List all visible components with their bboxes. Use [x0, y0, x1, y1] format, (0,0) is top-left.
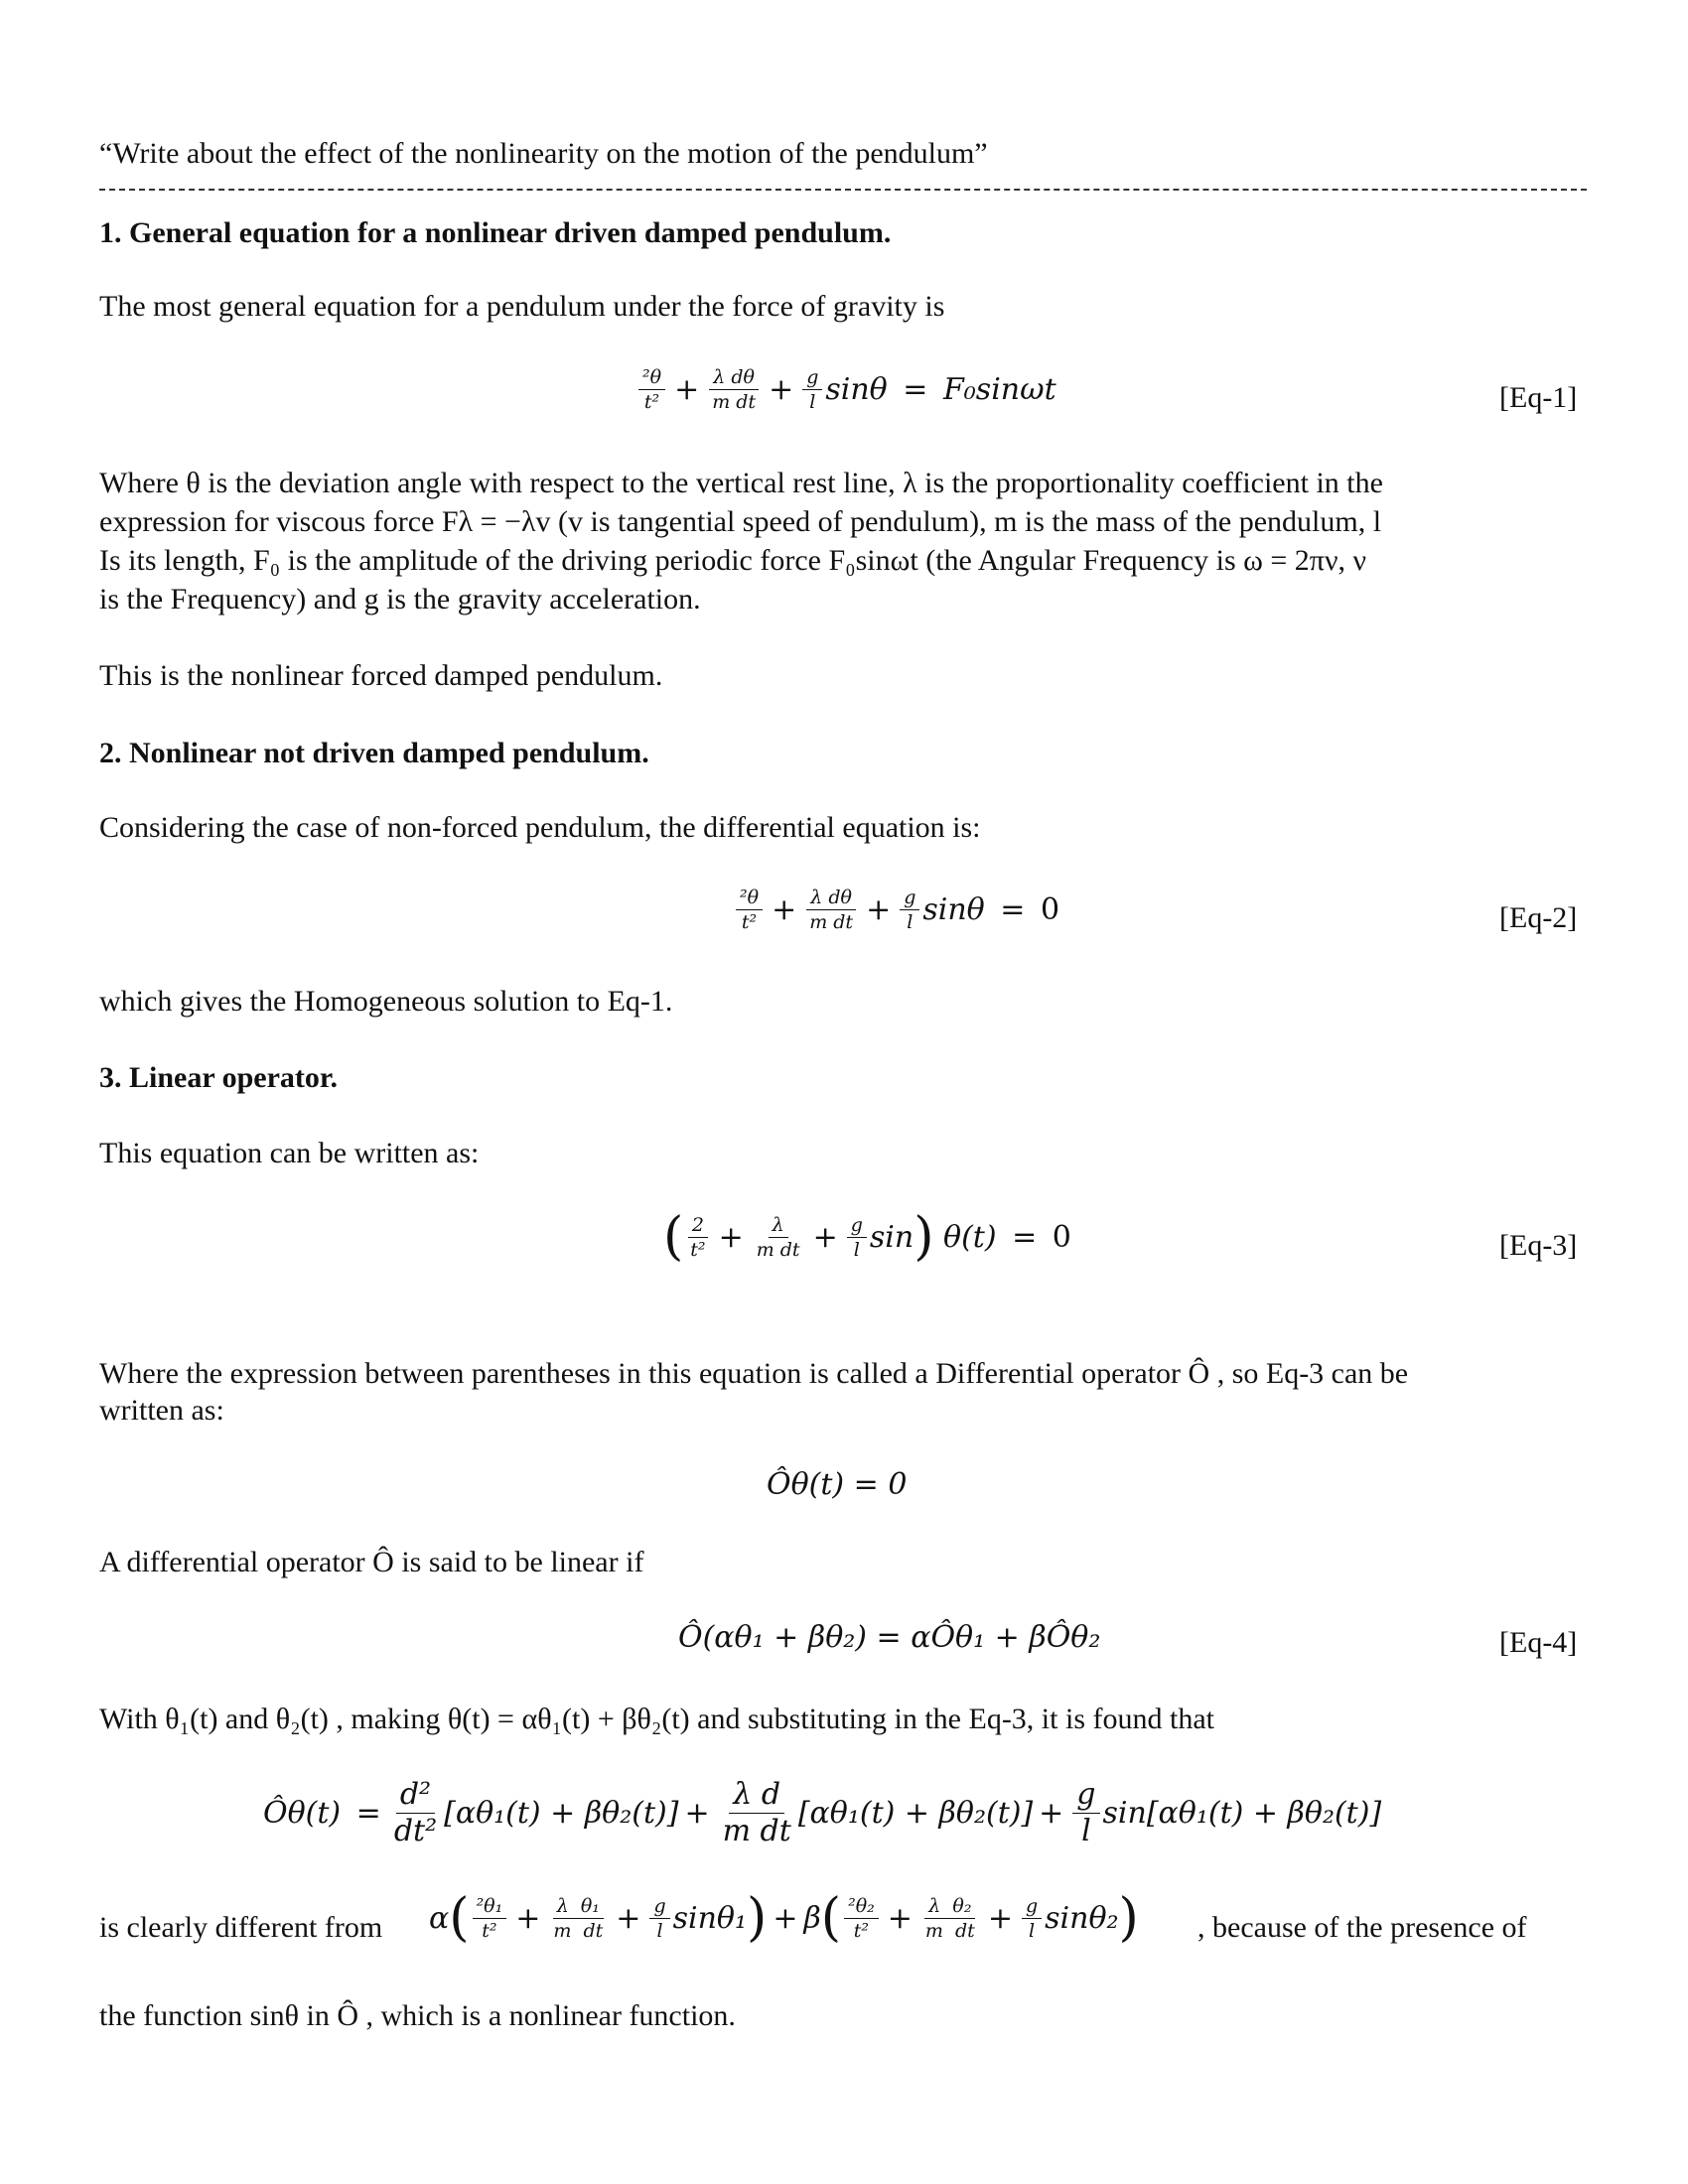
section-2-intro: Considering the case of non-forced pendulum, the differential equation is:: [99, 811, 981, 844]
section-3-heading: 3. Linear operator.: [99, 1061, 338, 1094]
dashed-divider: [99, 189, 1587, 191]
equation-4: [678, 1620, 1100, 1655]
eq4-tag: [Eq-4]: [1499, 1626, 1578, 1659]
where-line-2: expression for viscous force Fλ = −λv (v is tangential speed of pendulum), m is the mass of the pendulum, l: [99, 505, 1382, 538]
section-1-intro: The most general equation for a pendulum under the force of gravity is: [99, 290, 945, 323]
where-line-4: is the Frequency) and g is the gravity acceleration.: [99, 583, 701, 615]
expanded-bracket-1: [αθ₁(t) + βθ₂(t)]: [444, 1796, 679, 1831]
section-2-after: which gives the Homogeneous solution to Eq-1.: [99, 985, 673, 1018]
section-1-heading: 1. General equation for a nonlinear driven damped pendulum.: [99, 216, 892, 249]
equation-1: $\frac{\text{²θ}}{\text{t²}}$ + $\frac{\text{λ dθ}}{\text{m dt}}$ + $\frac{g}{l}$ sinθ = F₀sinωt: [635, 365, 1056, 414]
comparison-expression: α ( $\frac{\text{²θ₁}}{\text{t²}}$ + $\frac{\text{λ θ₁}}{\text{m dt}}$ + $\frac{g}{l}$ sinθ₁ ) + β ( $\frac{\text{²θ₂}}{\text{t²}}$ + $\frac{\text{λ θ₂}}{\text{m dt}}$ + $\frac{g}{l}$ sinθ₂ ): [429, 1888, 1139, 1948]
eq2-rhs: 0: [1040, 892, 1060, 927]
equation-3: ( $\frac{2}{\text{t²}}$ + $\frac{\lambda}{\text{m dt}}$ + $\frac{g}{l}$ sin ) θ(t) = 0: [663, 1207, 1071, 1267]
expanded-sin: sin[αθ₁(t) + βθ₂(t)]: [1102, 1796, 1382, 1831]
eq4-text: Ô(αθ₁ + βθ₂) = αÔθ₁ + βÔθ₂: [678, 1620, 1101, 1655]
expanded-bracket-2: [αθ₁(t) + βθ₂(t)]: [797, 1796, 1034, 1831]
eq3-tag: [Eq-3]: [1499, 1229, 1578, 1262]
eq1-tag: [Eq-1]: [1499, 381, 1578, 414]
where-line-1: Where θ is the deviation angle with respect to the vertical rest line, λ is the proportionality coefficient in the: [99, 467, 1383, 499]
operator-line-2: written as:: [99, 1394, 224, 1427]
operator-equation: [767, 1467, 907, 1502]
eq1-rhs: F₀sinωt: [942, 372, 1056, 407]
section-1-conclusion: This is the nonlinear forced damped pendulum.: [99, 659, 663, 692]
expanded-equation: Ôθ(t) = $\frac{\text{d²}}{\text{dt²}}$ [αθ₁(t) + βθ₂(t)] + $\frac{\text{λ d}}{\text{m dt}}$ [αθ₁(t) + βθ₂(t)] + $\frac{g}{l}$ sin[αθ₁(t) + βθ₂(t)]: [263, 1777, 1382, 1848]
title-quote: “Write about the effect of the nonlinearity on the motion of the pendulum”: [99, 137, 988, 170]
linearity-definition: A differential operator Ô is said to be linear if: [99, 1546, 644, 1578]
with-line: With θ₁(t) and θ₂(t) , making θ(t) = αθ₁(t) + βθ₂(t) and substituting in the Eq-3, it is found that: [99, 1703, 1214, 1735]
section-2-heading: 2. Nonlinear not driven damped pendulum.: [99, 737, 649, 769]
eq2-tag: [Eq-2]: [1499, 901, 1578, 934]
where-line-3: Is its length, F₀ is the amplitude of the driving periodic force F₀sinωt (the Angular Frequency is ω = 2πν, ν: [99, 544, 1367, 577]
eq3-rhs: 0: [1052, 1219, 1071, 1255]
diff-suffix: , because of the presence of: [1197, 1911, 1527, 1944]
section-3-intro: This equation can be written as:: [99, 1137, 480, 1169]
operator-equation-text: Ôθ(t) = 0: [767, 1467, 908, 1502]
final-line: the function sinθ in Ô , which is a nonlinear function.: [99, 1999, 736, 2032]
operator-line-1: Where the expression between parentheses in this equation is called a Differential operator Ô , so Eq-3 can be: [99, 1357, 1409, 1390]
diff-prefix: is clearly different from: [99, 1911, 383, 1944]
equation-2: $\frac{\text{²θ}}{\text{t²}}$ + $\frac{\text{λ dθ}}{\text{m dt}}$ + $\frac{g}{l}$ sinθ = 0: [733, 886, 1059, 934]
